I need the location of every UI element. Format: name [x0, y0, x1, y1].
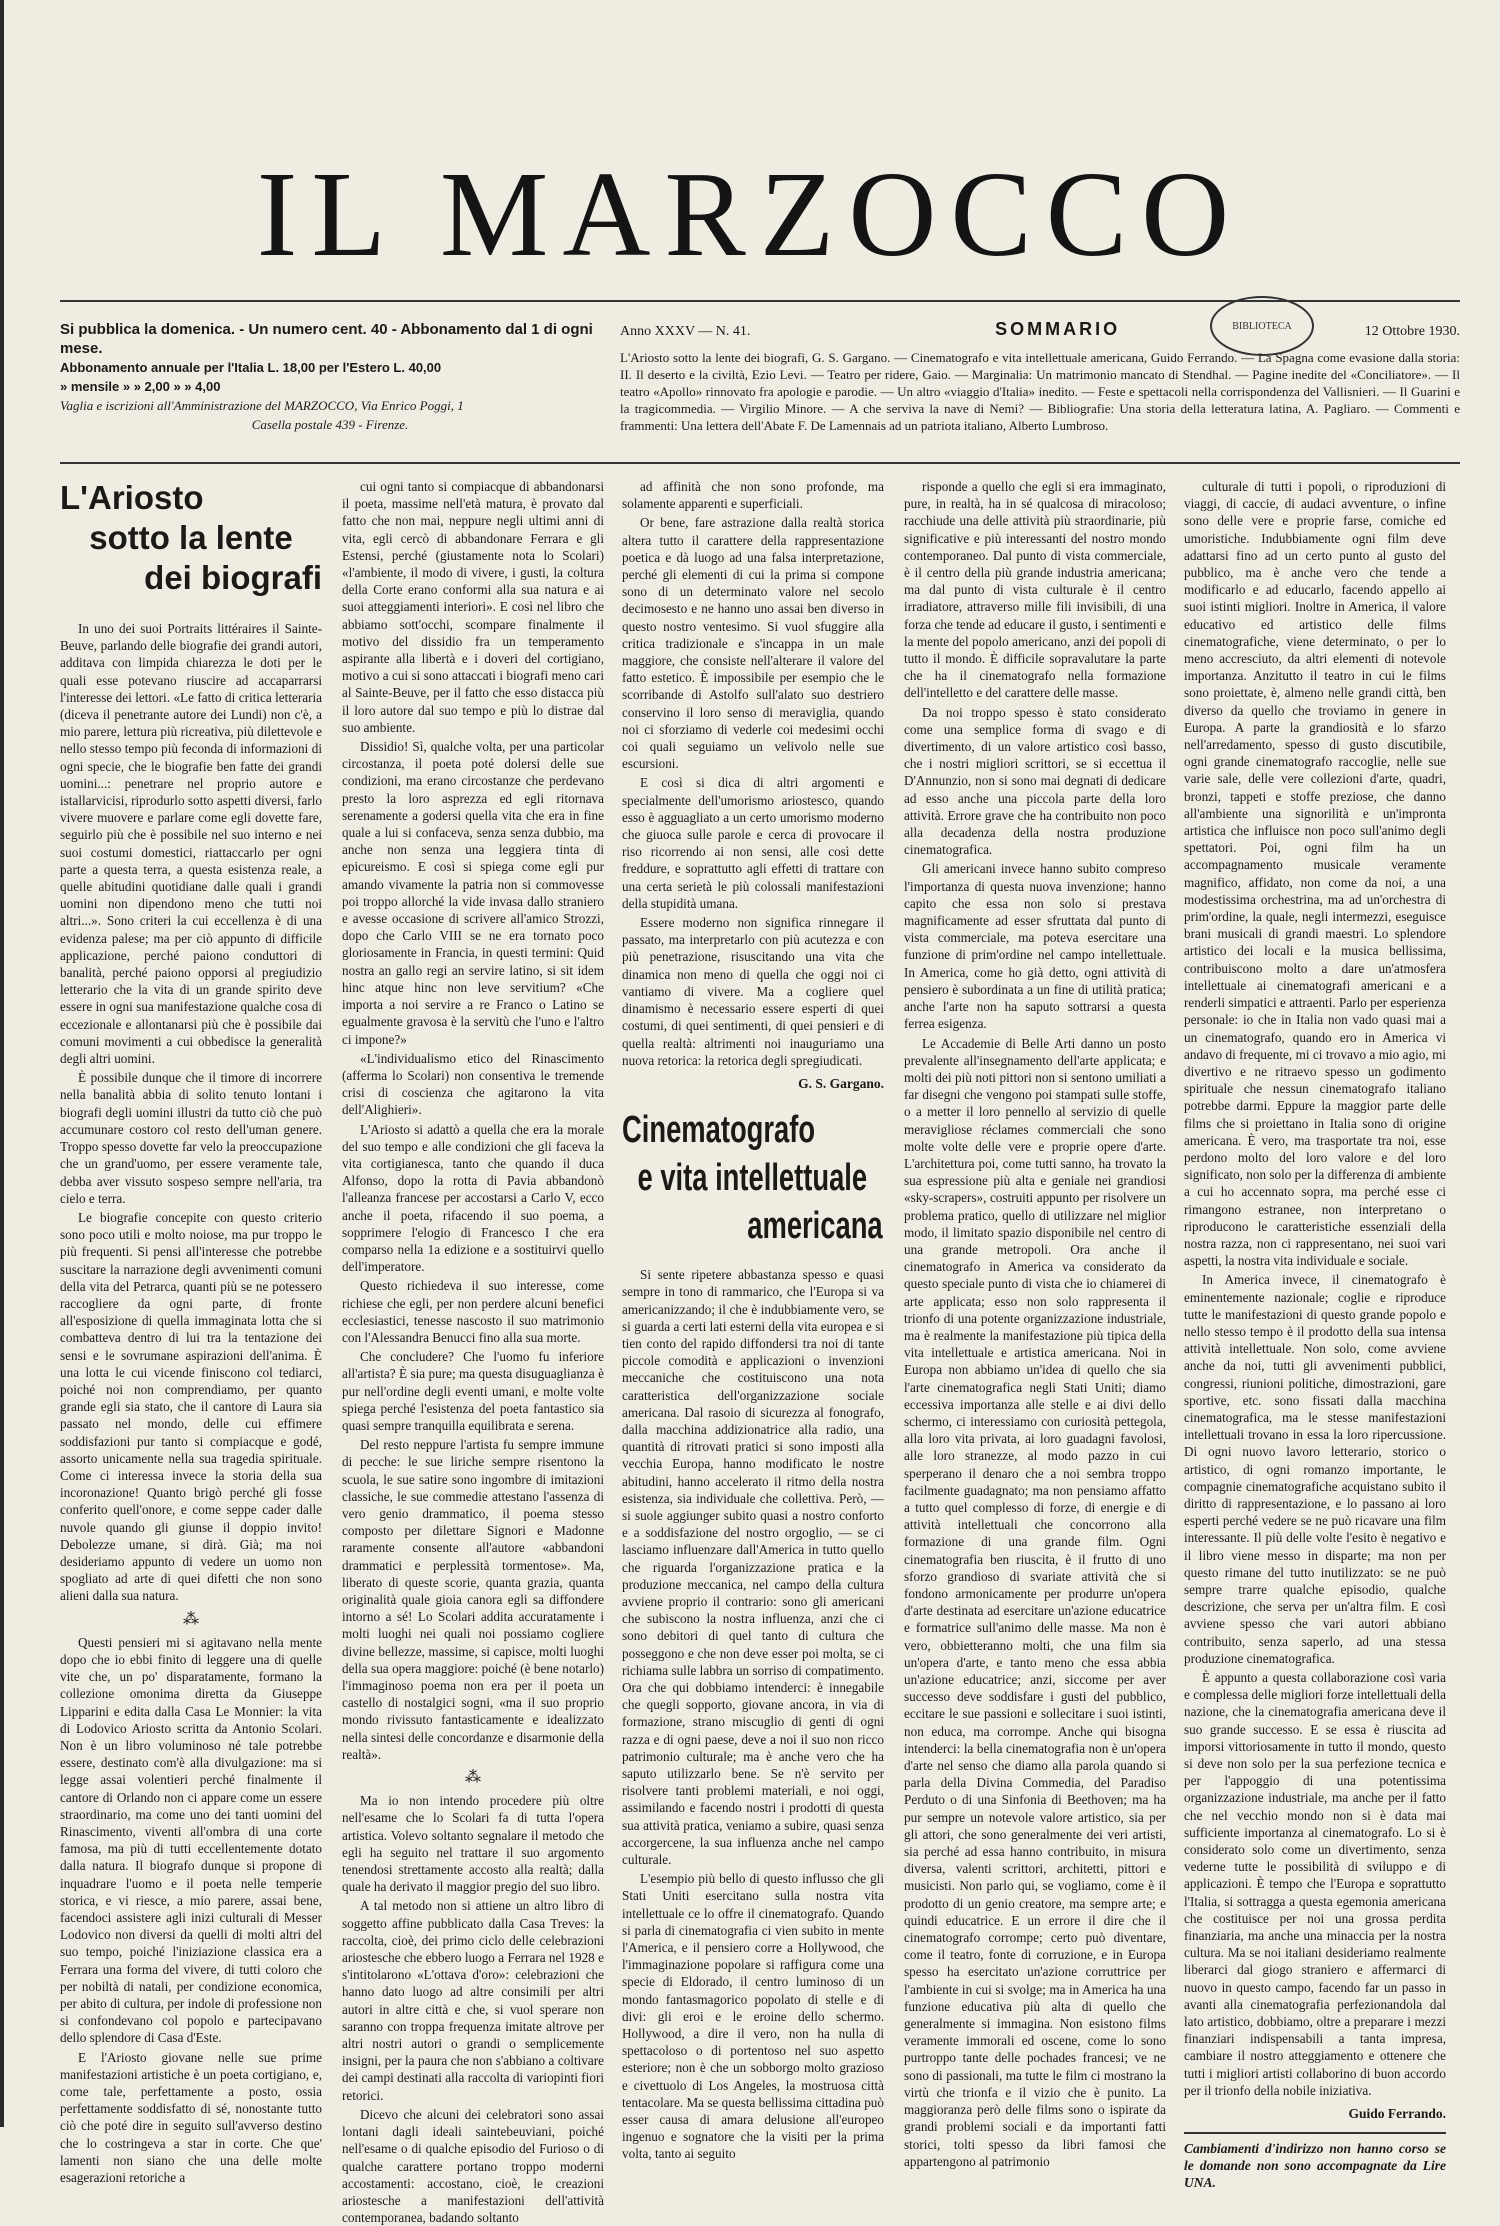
cinema-title-line-1: Cinematografo: [622, 1109, 816, 1152]
ariosto-paragraph: Ma io non intendo procedere più oltre nell'esame che lo Scolari fa di tutta l'opera artistica. Volevo soltanto segnalare il metodo che egli ha seguito nel trattare il suo argomento tenendosi strettamente accosto alla realtà; dalla quale ha derivato il maggior pregio del suo libro.: [342, 1793, 604, 1895]
ariosto-title-line-2: sotto la lente: [89, 519, 293, 556]
section-separator: ⁂: [465, 1769, 481, 1787]
ariosto-paragraph: E l'Ariosto giovane nelle sue prime manifestazioni artistiche è un poeta cortigiano, e, come tale, perfettamente a posto, ossia perfettamente soddisfatto di sé, nonostante tutto ciò che poté dire in seguito sull'avverso destino che lo costringeva a star in corte. Che que' lamenti non siano che una delle molte esagerazioni retoriche a: [60, 2049, 322, 2186]
ariosto-paragraph: Dicevo che alcuni dei celebratori sono assai lontani dagli ideali saintebeuviani, poiché nell'esame o di qualche episodio del Furioso o di qualche carattere portano troppo moderni accostamenti: accostano, cioè, le creazioni ariostesche a manifestazioni dell'attività contemporanea, badando soltanto: [342, 2106, 604, 2226]
subscription-line-3: » mensile » » 2,00 » » 4,00: [60, 379, 221, 394]
cinema-paragraph: È appunto a questa collaborazione così varia e complessa delle migliori forze intellettuali della nazione, che la cinematografia americana deve il suo grande successo. E se essa è riuscita ad imporsi vittoriosamente in tutto il mondo, questo si deve non solo per la sua perfezione tecnica e per l'appoggio di una potentissima organizzazione industriale, ma anche per il fatto che nel vecchio mondo non si è data mai sufficiente importanza al cinematografo. Lo si è considerato solo come un divertimento, senza vederne tutte le possibilità di sviluppo e di applicazioni. È tempo che l'Europa e soprattutto l'Italia, si sottragga a questa egemonia americana che costituisce per noi una grossa perdita finanziaria, ma anche una minaccia per la nostra cultura. Ma se noi italiani desideriamo realmente liberarci dal giogo straniero e affermarci di nuovo in questo campo, facendo far un passo in avanti alla cinematografia perfezionandola dal lato artistico, dobbiamo, oltre a preparare i mezzi finanziari indispensabili a tanta impresa, cambiare il nostro atteggiamento e ottenere che tutti i migliori artisti collaborino di buon accordo per il trionfo della nobile iniziativa.: [1184, 1670, 1446, 2098]
issue-row: [620, 320, 1460, 341]
cinema-paragraph: Si sente ripetere abbastanza spesso e quasi sempre in tono di rammarico, che l'Europa si va americanizzando; il che è indubbiamente vero, se si guarda a certi lati esterni della vita europea e si tien conto del rapido diffondersi tra noi di tante piccole comodità e applicazioni o invenzioni meccaniche che costituiscono una nota caratteristica dell'organizzazione sociale americana. Dal rasoio di sicurezza al fonografo, dalla macchina addizionatrice alla radio, una quantità di ritrovati pratici si sono imposti alla vecchia Europa, hanno modificato le nostre abitudini, hanno accelerato il ritmo della nostra esistenza, sia individuale che collettiva. Però, — si suole aggiunger subito quasi a nostro conforto e a soddisfazione del nostro orgoglio, — se ci lasciamo influenzare dall'America in tutto quello che riguarda l'organizzazione pratica e la produzione meccanica, nel campo della cultura avviene proprio il contrario: sono gli americani che subiscono la nostra influenza, anzi che ci sono debitori di quel tanto di cultura che posseggono e che non deve esser poi molta, se ci richiama sulle labbra un sorriso di compatimento. Ora che qui dobbiamo intenderci: è innegabile che quegli sopporto, giovane ancora, in via di formazione, strano miscuglio di genti di ogni razza e di ogni paese, deve a noi il suo non ricco patrimonio culturale; ma è anche vero che ha saputo utilizzarlo bene. Se n'è servito per risolvere tanti problemi materiali, e noi oggi, assimilando e facendo nostri i prodotti di questa sua attività pratica, veniamo a subire, quasi senza accorgercene, la sua influenza anche nel campo culturale.: [622, 1267, 884, 1868]
cinema-title-line-3: americana: [747, 1205, 883, 1248]
ariosto-paragraph: Or bene, fare astrazione dalla realtà storica altera tutto il carattere della rappresentazione poetica e dà luogo ad una falsa interpretazione, perché gli elementi di cui la prima si compone sono di un determinato valore nel secolo decimosesto e ne hanno uno assai ben diverso in questo nostro ventesimo. Si vuol sfuggire alla critica tradizionale e s'incappa in un male maggiore, che consiste nell'alterare il valore del fatto estetico. È impossibile per esempio che le scorribande di Astolfo sull'alato suo destriero conservino il loro senso di meraviglia, quando noi ci sforziamo di vederle coi medesimi occhi coi quali seguiamo un velivolo nelle sue escursioni.: [622, 515, 884, 772]
masthead-title: IL MARZOCCO: [256, 147, 1244, 282]
ariosto-paragraph: ad affinità che non sono profonde, ma solamente apparenti e superficiali.: [622, 479, 884, 512]
cinema-paragraph: Gli americani invece hanno subito compreso l'importanza di questa nuova invenzione; hanno capito che essa non solo si prestava magnificamente ad esser sfruttata dal punto di vista commerciale, ma poteva esercitare una funzione di prim'ordine nel campo intellettuale. In America, come ho già detto, ogni attività di pensiero è subordinata a un fine di utilità pratica; anche l'arte non ha saputo sottrarsi a questa ferrea esigenza.: [904, 861, 1166, 1032]
ariosto-signature: G. S. Gargano.: [798, 1075, 884, 1091]
cinema-paragraph: Da noi troppo spesso è stato considerato come una semplice forma di svago e di divertimento, di un valore artistico così basso, che i nostri migliori scrittori, se si eccettua il D'Annunzio, non si sono mai degnati di dedicare ad esso anche una piccola parte della loro attività. Errore grave che ha contribuito non poco alla decadenza della nostra produzione cinematografica.: [904, 704, 1166, 858]
ariosto-paragraph: cui ogni tanto si compiacque di abbandonarsi il poeta, massime nell'età matura, è provato dal fatto che non mai, neppure negli ultimi anni di vita, egli cercò di abbandonare Ferrara e gli Estensi, perché (giustamente nota lo Scolari) «l'ambiente, il modo di vivere, i gusti, la coltura della Corte erano conformi alla sua natura e ai suoi atteggiamenti interiori». E così nel libro che abbiamo sott'occhi, scompare finalmente il motivo del dissidio fra un temperamento aspirante alla libertà e i doveri del cortigiano, motivo a cui si sono attaccati i biografi meno cari al Sainte-Beuve, per il fatto che esso distacca più il loro autore dal suo tempo e più lo distrae dal suo ambiente.: [342, 479, 604, 735]
subscription-line-1: Si pubblica la domenica. - Un numero cent. 40 - Abbonamento dal 1 di ogni mese.: [60, 321, 593, 357]
ariosto-paragraph: E così si dica di altri argomenti e specialmente dell'umorismo ariostesco, quando esso è agguagliato a un certo umorismo moderno che giuoca sulle parole e cerca di provocare il riso ricorrendo ai non sensi, alle così dette freddure, e soprattutto agli effetti di trattare con una certa serietà le più colossali manifestazioni della stupidità umana.: [622, 775, 884, 911]
ariosto-paragraph: In uno dei suoi Portraits littéraires il Sainte-Beuve, parlando delle biografie dei grandi autori, additava con limpida chiarezza le doti per le quali esse potevano riuscire ad accaparrarsi l'interesse dei lettori. «Le fatto di critica letteraria (diceva il penetrante autore dei Lundi) non c'è, a mio parere, lettura più ricreativa, più dilettevole e nello stesso tempo più feconda di informazioni di ogni specie, che le biografie ben fatte dei grandi uomini...: penetrare nel proprio autore e istallarvicisi, riprodurlo sotto aspetti diversi, farlo vivere muovere e parlare come egli dovette fare, seguirlo più che è possibile nel suo interno e nei suoi costumi domestici, riattaccarlo per ogni parte a questa terra, a questa esistenza reale, a quelle abitudini quotidiane dalle quali i grandi uomini non dipendono meno che tutti noi altri...». Sono criteri la cui eccellenza è di una evidenza palese; ma per ciò appunto di difficile applicazione, perché paiono conduttori di banalità, perché paiono opporsi al pregiudizio letterario che la vita di un grande spirito deve essere in ogni sua manifestazione qualche cosa di eccezionale e allontanarsi più che è possibile dai comuni movimenti a cui obbedisce la generalità degli altri uomini.: [60, 621, 322, 1067]
sommario-text: L'Ariosto sotto la lente dei biografi, G. S. Gargano. — Cinematografo e vita intellettuale americana, Guido Ferrando. — La Spagna come evasione dalla storia: II. Il deserto e la civiltà, Ezio Levi. — Teatro per ridere, Gaio. — Marginalia: Un matrimonio mancato di Stendhal. — Pagine inedite del «Conciliatore». — Il teatro «Apollo» rinnovato fra apologie e parodie. — Un altro «viaggio d'Italia» inedito. — Feste e spettacoli nella corrispondenza del Vallisnieri. — Il Guarini e la tragicommedia. — Virgilio Minore. — A che serviva la nave di Nemi? — Bibliografie: Una storia della letteratura latina, A. Pagliaro. — Commenti e frammenti: Una lettera dell'Abate F. De Lamennais ad un patriota italiano, Alberto Lumbroso.: [620, 350, 1460, 433]
cinema-title-line-2: e vita intellettuale: [637, 1157, 868, 1200]
ariosto-paragraph: Questo richiedeva il suo interesse, come richiese che egli, per non perdere alcuni benefici ecclesiastici, tenesse nascosto il suo matrimonio con l'Alessandra Benucci fino alla sua morte.: [342, 1278, 604, 1345]
cinema-paragraph: risponde a quello che egli si era immaginato, pure, in realtà, ha in sé qualcosa di miracoloso; racchiude una delle attività più straordinarie, più significative e più interessanti del nostro mondo contemporaneo. Dal punto di vista commerciale, è il centro della più grande industria americana; ma dal punto di vista culturale è il centro irradiatore, attraverso mille fili invisibili, di una forza che tende ad educare il gusto, i sentimenti e la mente del popolo americano, anzi dei popoli di tutto il mondo. È difficile sopravalutare la parte che ha il cinematografo nella formazione dell'intelletto e del carattere delle masse.: [904, 479, 1166, 701]
ariosto-paragraph: L'Ariosto si adattò a quella che era la morale del suo tempo e alle condizioni che gli faceva la vita cortigianesca, tanto che quando il duca Alfonso, dopo la rotta di Pavia abbandonò l'alleanza francese per accostarsi a Carlo V, ecco anche il poeta, rifacendo il suo poema, a sopprimere l'elogio di Francesco I che era comparso nella 1a edizione e a sostituirvi quello dell'imperatore.: [342, 1121, 604, 1275]
subscription-block: [60, 320, 600, 434]
library-stamp: [1210, 296, 1314, 356]
section-separator: ⁂: [183, 1610, 199, 1628]
ariosto-title-line-3: dei biografi: [144, 559, 322, 596]
cinema-paragraph: L'esempio più bello di questo influsso che gli Stati Uniti esercitano sulla nostra vita intellettuale ce lo offre il cinematografo. Quando si parla di cinematografia ci vien subito in mente l'America, e il pensiero corre a Hollywood, che l'immaginazione popolare si raffigura come una specie di Eldorado, il centro luminoso di un mondo fantasmagorico popolato di stelle e di divi: gli eroi e le eroine dello schermo. Hollywood, a dire il vero, non ha nulla di spettacoloso o di portentoso nel suo aspetto esteriore; non è che un sobborgo molto grazioso e civettuolo di Los Angeles, la mostruosa città tentacolare. Ma se questa bellissima cittadina può esser causa di amara delusione all'europeo ingenuo e sognatore che la visiti per la prima volta, tanto ai seguito: [622, 1871, 884, 2162]
column-5: [1184, 478, 1446, 2191]
ariosto-paragraph: Del resto neppure l'artista fu sempre immune di pecche: le sue liriche sempre risentono la scuola, le sue satire sono ingombre di imitazioni classiche, le sue commedie attestano l'assenza di vero genio drammatico, il poema stesso composto per dilettare Signori e Madonne raramente consente all'autore «abbandoni drammatici e perplessità tormentose». Ma, liberato di queste scorie, quanta grazia, quanta originalità quale gioia canora egli sa diffondere intorno a sé! Lo Scolari addita accuratamente i molti luoghi nei quali noi possiamo cogliere divine bellezze, massime, si capisce, molti luoghi della sua opera maggiore: poiché (è bene notarlo) l'immaginoso poema non era per il poeta un castello di nostalgici sogni, «ma il suo proprio mondo rivissuto fantasticamente e idealizzato nella sintesi delle concordanze e disarmonie della realtà».: [342, 1437, 604, 1762]
library-stamp-label: BIBLIOTECA: [1232, 320, 1292, 332]
issue-number: Anno XXXV — N. 41.: [620, 324, 751, 339]
column-3: [622, 478, 884, 2163]
ariosto-paragraph: È possibile dunque che il timore di incorrere nella banalità abbia di solito tenuto lontani i biografi degli uomini illustri da tutto ciò che può accumunare costoro col resto dell'uman genere. Troppo spesso dovette far velo la preoccupazione che un grand'uomo, per essere veramente tale, debba aver vissuto sospeso sempre nell'aria, tra cielo e terra.: [60, 1070, 322, 1206]
ariosto-paragraph: Le biografie concepite con questo criterio sono poco utili e molto noiose, ma pur troppo le più frequenti. Si pensi all'interesse che potrebbe suscitare la narrazione degli avvenimenti comuni della vita del Petrarca, quanti più se ne potessero raccogliere da ogni parte, di fronte all'esposizione di quella immaginata lotta che si combatteva dentro di lui tra la tentazione dei sensi e le sovrumane aspirazioni dell'anima. È una lotta le cui vicende finiscono col tediarci, poiché noi non comprendiamo, per quanto grande egli sia stato, che il cantore di Laura sia passato nel mondo, delle cui effimere soddisfazioni pur tanto si compiacque e godé, assorto unicamente nella sua tragedia spirituale. Come ci interessa invece la storia della sua incoronazione! Quanto brigò perché gli fosse conferito quell'onore, e come seppe cader dalle nuvole quando gli giunse il doppio invito! Debolezze umane, si dirà. Già; ma noi desideriamo appunto di vedere un uomo non spogliato ad arte di quei difetti che non sono alieni dalla sua natura.: [60, 1209, 322, 1604]
ariosto-paragraph: Questi pensieri mi si agitavano nella mente dopo che io ebbi finito di leggere una di quelle vite che, un po' disparatamente, formano la collezione omonima diretta da Giuseppe Lipparini e edita dalla Casa Le Monnier: la vita di Lodovico Ariosto scritta da Antonio Scolari. Non è un libro voluminoso né tale potrebbe essere, destinato com'è alla divulgazione: ma si legge assai volentieri perché finalmente il cantore di Orlando non ci appare come un essere straordinario, ma come uno dei tanti uomini del Rinascimento, viventi all'ombra di una corte famosa, ma più di tutti eccellentemente dotato dalla natura. Il biografo dunque si propone di inquadrare l'uomo e il poeta nelle temperie storica, e vi riesce, a mio parere, assai bene, facendoci assistere agli inizi culturali di Messer Lodovico non diversi da quelli di molti altri del suo tempo, poiché l'iniziazione classica era a Ferrara una forma del vivere, di tutti coloro che per nobiltà di natali, per condizione economica, per abito di cultura, per indole di professione non si confondevano col popolo e partecipavano dello splendore di Casa d'Este.: [60, 1634, 322, 2046]
ariosto-paragraph: A tal metodo non si attiene un altro libro di soggetto affine pubblicato dalla Casa Treves: la raccolta, cioè, dei primo ciclo delle celebrazioni ariostesche che ebbero luogo a Ferrara nel 1928 e s'intitolarono «L'ottava d'oro»: celebrazioni che hanno dato luogo ad altre consimili per altri autori in altre città e che, si vuol sperare non saranno con troppa frequenza imitate altrove per altri nostri autori o grandi o semplicemente insigni, per la paura che non s'abbiano a coltivare dei campi destinati alla raccolta di variopinti fiori retorici.: [342, 1898, 604, 2103]
cinema-paragraph: culturale di tutti i popoli, o riproduzioni di viaggi, di caccie, di audaci avventure, o infine sono delle vere e proprie farse, comiche ed umoristiche. Indubbiamente ogni film deve adattarsi fino ad un certo punto al gusto del pubblico, ma è anche vero che tende a modificarlo e ad educarlo, facendo appello ai suoi istinti migliori. Inoltre in America, il valore educativo ed artistico delle films cinematografiche, viene determinato, o per lo meno accresciuto, da altri elementi di notevole importanza. Anzitutto il teatro in cui le films sono proiettate, è, almeno nelle grandi città, ben diverso da quello che troviamo in genere in Europa. A parte la grandiosità e lo sfarzo nell'arredamento, spesso di gusto discutibile, ogni grande cinematografo raccoglie, nelle sue varie sale, delle vere collezioni d'arte, quadri, bronzi, tappeti e stoffe preziose, che danno all'ambiente una signorilità e un'impronta artistica che influisce non poco sull'animo degli spettatori. Poi, ogni film ha un accompagnamento musicale veramente magnifico, affidato, non come da noi, a una modestissima orchestrina, ma ad un'orchestra di prim'ordine, la quale, negli intermezzi, eseguisce brani musicali di grandi maestri. Lo splendore artistico dei locali e la musica bellissima, contribuiscono molto a dare un'atmosfera intellettuale ai cinematografi americani e a renderli simpatici e attraenti. Parlo per esperienza personale: io che in Italia non vado quasi mai a un cinematografo, quando ero in America vi andavo di frequente, mi ci trovavo a mio agio, mi divertivo e ne ritraevo spesso un godimento spirituale che nessun cinematografo italiano potrebbe darmi. Eppure la maggior parte delle films che si proiettano in Italia sono di origine americana. È vero, ma trasportate tra noi, esse perdono molto del loro valore e del loro significato, non solo per la differenza di ambiente a cui ho accennato sopra, ma perché esse ci rimangono estranee, non interpretano o riproducono le caratteristiche essenziali della nostra razza, non ci rappresentano, nei suoi vari aspetti, la nostra vita individuale e sociale.: [1184, 479, 1446, 1269]
ariosto-title-line-1: L'Ariosto: [60, 479, 204, 516]
cinema-signature: Guido Ferrando.: [1348, 2106, 1446, 2122]
issue-date: 12 Ottobre 1930.: [1364, 324, 1460, 339]
page-edge: [0, 0, 4, 2127]
ariosto-title: [60, 478, 322, 598]
cinema-title: [622, 1106, 883, 1250]
ariosto-paragraph: Essere moderno non significa rinnegare il passato, ma interpretarlo con più acutezza e con più penetrazione, risuscitando una vita che dinamica non meno di quella che oggi noi ci vantiamo di vivere. Ma a cogliere quel dinamismo è necessario essere esperti di quei costumi, di quei sentimenti, di quei pensieri e di quella realtà: altrimenti noi inauguriamo una nuova retorica: la retorica degli spregiudicati.: [622, 915, 884, 1068]
subscription-line-2: Abbonamento annuale per l'Italia L. 18,00 per l'Estero L. 40,00: [60, 360, 442, 375]
note-rule: [1184, 2132, 1446, 2134]
column-4: [904, 478, 1166, 2170]
ariosto-paragraph: Che concludere? Che l'uomo fu inferiore all'artista? È sia pure; ma questa disuguaglianza è pur nell'ordine degli eventi umani, e molte volte spiega perché l'esistenza del poeta fantastico sia quasi sempre tranquilla equilibrata e serena.: [342, 1349, 604, 1433]
cinema-paragraph: In America invece, il cinematografo è eminentemente nazionale; coglie e riproduce tutte le manifestazioni di questo grande popolo e nello stesso tempo è il prodotto della sua intensa attività intellettuale. Non solo, come avviene anche da noi, tutti gli avvenimenti pubblici, congressi, riunioni politiche, dimostrazioni, gare sportive, etc. sono fissati dalla macchina cinematografica, ma le stesse manifestazioni intellettuali trovano in essa la loro ripercussione. Di ogni nuovo lavoro letterario, storico o artistico, di ogni romanzo importante, le compagnie cinematografiche acquistano subito il diritto di rappresentazione, e lo passano ai loro esperti perché vedere se ne può ricavare una film interessante. Il più delle volte l'esito è negativo e il libro viene messo in disparte; ma non per questo rimane del tutto inutilizzato: se ne può sempre trarre qualche episodio, qualche descrizione, che serva per un'altra film. E così avviene spesso che vari autori abbiano contribuito, senza saperlo, ad una stessa produzione cinematografica.: [1184, 1272, 1446, 1666]
header-rule: [60, 462, 1460, 464]
column-1: [60, 478, 322, 2186]
ariosto-paragraph: «L'individualismo etico del Rinascimento (afferma lo Scolari) non consentiva le tremende crisi di coscienza che agitarono la vita dell'Alighieri».: [342, 1050, 604, 1118]
sommario-block: [620, 320, 1460, 434]
subscription-line-5: Casella postale 439 - Firenze.: [251, 417, 409, 432]
ariosto-paragraph: Dissidio! Sì, qualche volta, per una particolar circostanza, il poeta poté dolersi delle sue condizioni, ma erano circostanze che perdevano presto la loro asprezza ed egli ritornava serenamente a godersi quella vita che era in fine quale a lui si confaceva, senza senza dubbio, ma anche non senza una leggiera tinta di epicureismo. E così si spiega come egli pur amando vivamente la patria non si commovesse poi troppo allorché la vide invasa dallo straniero e avesse occasione di scrivere all'amico Strozzi, dopo che Carlo VIII se ne era tornato poco gloriosamente in Francia, in questi termini: Quid nostra an gallo regi an servire latino, si sit idem hinc atque hinc non leve servitium? «Che importa a noi servire a re Franco o Latino se egualmente gravosa è la servitù che l'uno e l'altro ci impone?»: [342, 739, 604, 1047]
sommario-title: SOMMARIO: [995, 319, 1121, 339]
column-2: [342, 478, 604, 2226]
address-change-note: Cambiamenti d'indirizzo non hanno corso se le domande non sono accompagnate da Lire UNA.: [1184, 2141, 1446, 2191]
cinema-paragraph: Le Accademie di Belle Arti danno un posto prevalente all'insegnamento dell'arte applicata; e molti dei più noti pittori non si sentono umiliati a far disegni che vengono poi stampati sulle stoffe, o a metter il loro pennello al servizio di quelle meravigliose réclames commerciali che sono molte volte delle vere e proprie opere d'arte. L'architettura poi, come tutti sanno, ha trovato la sua espressione più alta e geniale nei grandiosi «sky-scrapers», costruiti appunto per risolvere un problema pratico, quello di utilizzare nel miglior modo, il limitato spazio disponibile nel centro di una grande metropoli. Ora anche il cinematografo in America va considerato da questo speciale punto di vista che io chiamerei di arte applicata; esso non solo rappresenta il trionfo di una potente organizzazione industriale, ma è realmente la manifestazione più tipica della vita intellettuale e artistica americana. Noi in Europa non abbiamo un'idea di quello che sia l'arte cinematografica negli Stati Uniti; diamo eccessiva importanza alle stelle e ai divi dello schermo, ci interessiamo con curiosità pettegola, alla loro vita privata, ai loro guadagni favolosi, alle loro stranezze, al modo pazzo in cui sperperano il denaro che a noi sembra troppo facilmente guadagnato; ma non pensiamo affatto a tutto quel complesso di forze, di energie e di attività intellettuali che concorrono alla formazione di una grande film. Ogni cinematografia ben riuscita, è il frutto di uno sforzo grandioso di svariate attività che si fondono armonicamente per produrre un'opera d'arte destinata ad esercitare un'azione educatrice e formatrice sull'animo delle masse. Ma non è vero, obbietteranno molti, che una film sia un'opera d'arte, e tanto meno che essa abbia un'azione educatrice; anzi, siccome per aver successo deve soddisfare i gusti del pubblico, eccitare le sue passioni e sollecitare i suoi istinti, non educa, ma corrompe. Anche qui bisogna intenderci: la bella cinematografia non è un'opera d'arte nel senso che diamo alla parola quando si parla della Divina Commedia, del Paradiso Perduto o di una Sinfonia di Beethoven; ma ha pur sempre un notevole valore artistico, sia per gli attori, che sono generalmente dei veri artisti, sia perché ad essa hanno contribuito, in misura diversa, valenti scrittori, architetti, pittori e musicisti. Non parlo qui, se vogliamo, come è il prodotto di un genio creatore, ma sempre arte; e quindi educatrice. E un errore il dire che il cinematografo corrompe; certo può diventare, come il teatro, fonte di corruzione, e in Europa spesso ha esercitato un'azione corruttrice per l'ambiente in cui si svolge; ma in America ha una funzione educativa più alta di quello che generalmente si immagina. Non esistono films veramente immorali ed oscene, come lo sono purtroppo tante delle pochades francesi; ve ne sono di passionali, ma tutte le film ci mostrano la virtù che trionfa e il vizio che è punito. La maggioranza però delle films sono o ispirate da grandi problemi sociali e da importanti fatti storici, tolti spesso da libri famosi che appartengono al patrimonio: [904, 1035, 1166, 2169]
subscription-line-4: Vaglia e iscrizioni all'Amministrazione del MARZOCCO, Via Enrico Poggi, 1: [60, 398, 464, 413]
